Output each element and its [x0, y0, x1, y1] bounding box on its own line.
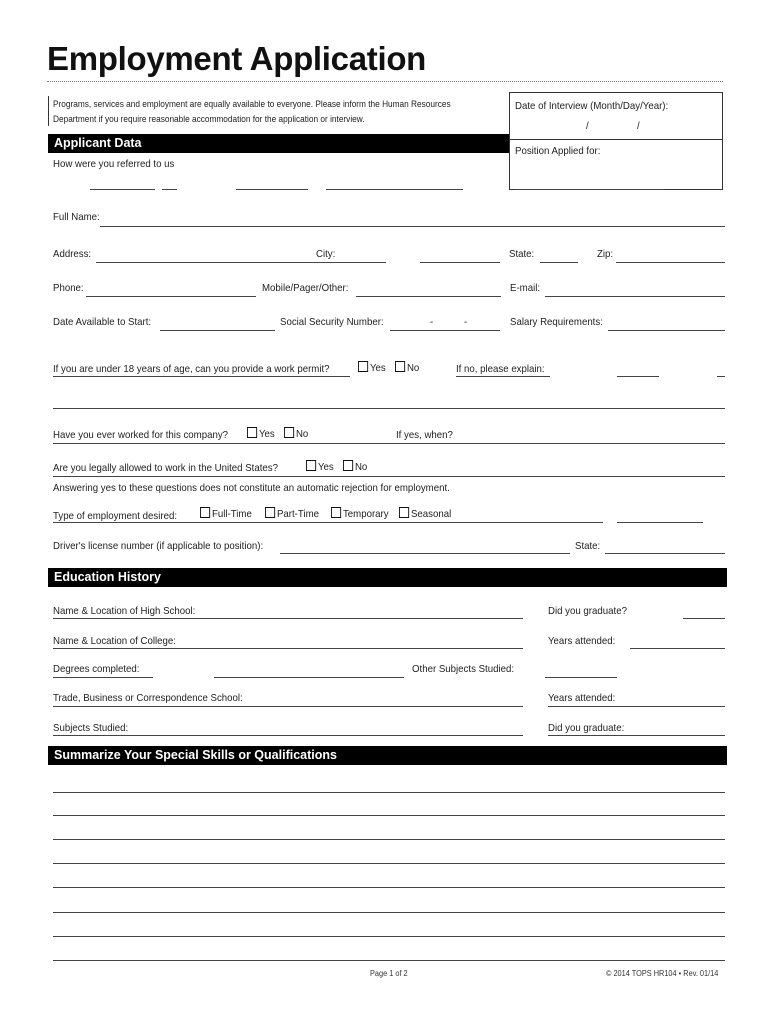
date-available-label: Date Available to Start: — [53, 316, 152, 328]
trade-school-field[interactable] — [53, 706, 523, 707]
seasonal-label: Seasonal — [410, 508, 452, 520]
skills-line-6[interactable] — [53, 912, 725, 913]
referred-field-4[interactable] — [326, 189, 463, 190]
phone-label: Phone: — [53, 282, 84, 294]
city-label: City: — [316, 248, 336, 260]
worked-before-no — [284, 427, 308, 440]
work-permit-question: If you are under 18 years of age, can you provide a work permit? — [53, 363, 330, 375]
trade-graduate-field[interactable] — [548, 735, 725, 736]
trade-years-label: Years attended: — [548, 692, 616, 704]
if-yes-when-label: If yes, when? — [396, 429, 453, 441]
high-school-graduate-field[interactable] — [683, 618, 725, 619]
worked-before-no-checkbox[interactable] — [284, 427, 294, 438]
full-name-label: Full Name: — [53, 211, 100, 223]
skills-line-2[interactable] — [53, 815, 725, 816]
high-school-field[interactable] — [53, 618, 523, 619]
zip-label: Zip: — [597, 248, 614, 260]
trade-graduate-label: Did you graduate: — [548, 722, 625, 734]
notice-line-1: Programs, services and employment are equally available to everyone. Please inform the Human Resources — [53, 99, 451, 109]
salary-field[interactable] — [608, 330, 725, 331]
state-field[interactable] — [540, 262, 578, 263]
subjects-studied-label: Subjects Studied: — [53, 722, 129, 734]
ssn-dash-1: - — [430, 316, 434, 328]
skills-line-8[interactable] — [53, 960, 725, 961]
zip-field[interactable] — [616, 262, 725, 263]
seasonal-option — [399, 507, 451, 520]
work-permit-no-label: No — [406, 362, 420, 374]
position-applied-field[interactable] — [515, 189, 665, 190]
interview-month-input[interactable] — [520, 127, 580, 139]
interview-year-input[interactable] — [645, 127, 705, 139]
worked-before-yes-label: Yes — [258, 428, 275, 440]
date-available-field[interactable] — [160, 330, 275, 331]
other-subjects-label: Other Subjects Studied: — [412, 663, 515, 675]
page-title: Employment Application — [47, 40, 427, 77]
explain-field[interactable] — [53, 408, 725, 409]
temporary-label: Temporary — [342, 508, 389, 520]
worked-before-yes-checkbox[interactable] — [247, 427, 257, 438]
ssn-dash-2: - — [464, 316, 468, 328]
license-number-field[interactable] — [280, 553, 570, 554]
ssn-field[interactable] — [390, 330, 500, 331]
email-field[interactable] — [545, 296, 725, 297]
college-label: Name & Location of College: — [53, 635, 176, 647]
legally-allowed-line — [53, 476, 725, 477]
work-permit-yes-label: Yes — [369, 362, 386, 374]
legally-allowed-no-checkbox[interactable] — [343, 460, 353, 471]
full-time-checkbox[interactable] — [200, 507, 210, 518]
part-time-checkbox[interactable] — [265, 507, 275, 518]
if-no-explain-label: If no, please explain: — [456, 363, 545, 375]
employment-type-field-2[interactable] — [617, 522, 703, 523]
interview-date-label: Date of Interview (Month/Day/Year): — [515, 100, 669, 112]
date-slash-1: / — [586, 120, 589, 132]
copyright-text: © 2014 TOPS HR104 • Rev. 01/14 — [606, 969, 719, 978]
worked-before-question: Have you ever worked for this company? — [53, 429, 229, 441]
phone-field[interactable] — [86, 296, 256, 297]
skills-line-1[interactable] — [53, 792, 725, 793]
salary-label: Salary Requirements: — [510, 316, 603, 328]
degrees-label: Degrees completed: — [53, 663, 140, 675]
position-applied-label: Position Applied for: — [515, 145, 601, 157]
skills-line-4[interactable] — [53, 863, 725, 864]
trade-years-field[interactable] — [548, 706, 725, 707]
high-school-label: Name & Location of High School: — [53, 605, 196, 617]
full-time-option — [200, 507, 252, 520]
temporary-checkbox[interactable] — [331, 507, 341, 518]
address-field[interactable] — [96, 262, 386, 263]
email-label: E-mail: — [510, 282, 541, 294]
work-permit-no — [395, 361, 419, 374]
referred-field-3[interactable] — [236, 189, 308, 190]
legally-allowed-question: Are you legally allowed to work in the United States? — [53, 462, 278, 474]
mobile-label: Mobile/Pager/Other: — [262, 282, 349, 294]
college-years-field[interactable] — [630, 648, 725, 649]
license-state-label: State: — [575, 540, 601, 552]
college-years-label: Years attended: — [548, 635, 616, 647]
referred-field-2[interactable] — [162, 189, 177, 190]
mobile-field[interactable] — [356, 296, 501, 297]
work-permit-no-checkbox[interactable] — [395, 361, 405, 372]
address-label: Address: — [53, 248, 92, 260]
degrees-underline — [53, 677, 153, 678]
notice-line-2: Department if you require reasonable accommodation for the application or interview. — [53, 114, 365, 124]
referred-field-1[interactable] — [90, 189, 155, 190]
skills-line-3[interactable] — [53, 839, 725, 840]
disclaimer-text: Answering yes to these questions does not constitute an automatic rejection for employment. — [53, 482, 450, 494]
temporary-option — [331, 507, 389, 520]
high-school-graduate-label: Did you graduate? — [548, 605, 627, 617]
legally-allowed-no — [343, 460, 367, 473]
seasonal-checkbox[interactable] — [399, 507, 409, 518]
if-no-underline — [456, 376, 550, 377]
worked-before-line[interactable] — [53, 443, 725, 444]
college-field[interactable] — [53, 648, 523, 649]
state-label: State: — [509, 248, 535, 260]
legally-allowed-yes-label: Yes — [317, 461, 334, 473]
section-education-history: Education History — [48, 568, 727, 587]
employment-type-label: Type of employment desired: — [53, 510, 178, 522]
section-skills: Summarize Your Special Skills or Qualifications — [48, 746, 727, 765]
subjects-studied-field[interactable] — [53, 735, 523, 736]
ssn-label: Social Security Number: — [280, 316, 384, 328]
if-no-field-1[interactable] — [617, 376, 659, 377]
skills-line-7[interactable] — [53, 936, 725, 937]
if-no-field-2[interactable] — [717, 376, 725, 377]
work-permit-yes — [358, 361, 386, 374]
notice-border — [48, 96, 49, 126]
full-time-label: Full-Time — [211, 508, 252, 520]
work-permit-underline — [53, 376, 350, 377]
license-state-field[interactable] — [605, 553, 725, 554]
trade-school-label: Trade, Business or Correspondence School: — [53, 692, 243, 704]
other-subjects-field[interactable] — [545, 677, 617, 678]
legally-allowed-yes — [306, 460, 334, 473]
worked-before-no-label: No — [295, 428, 309, 440]
interview-divider — [509, 139, 723, 140]
title-divider — [47, 81, 723, 82]
interview-day-input[interactable] — [595, 127, 635, 139]
full-name-field[interactable] — [100, 226, 725, 227]
employment-type-line — [53, 522, 603, 523]
page-number: Page 1 of 2 — [370, 969, 408, 978]
degrees-field[interactable] — [214, 677, 404, 678]
legally-allowed-no-label: No — [354, 461, 368, 473]
license-label: Driver's license number (if applicable to position): — [53, 540, 264, 552]
skills-line-5[interactable] — [53, 887, 725, 888]
part-time-label: Part-Time — [276, 508, 320, 520]
worked-before-yes — [247, 427, 275, 440]
work-permit-yes-checkbox[interactable] — [358, 361, 368, 372]
referred-label: How were you referred to us — [53, 158, 175, 170]
part-time-option — [265, 507, 319, 520]
city-field[interactable] — [420, 262, 500, 263]
section-applicant-data: Applicant Data — [48, 134, 509, 153]
legally-allowed-yes-checkbox[interactable] — [306, 460, 316, 471]
date-slash-2: / — [637, 120, 640, 132]
